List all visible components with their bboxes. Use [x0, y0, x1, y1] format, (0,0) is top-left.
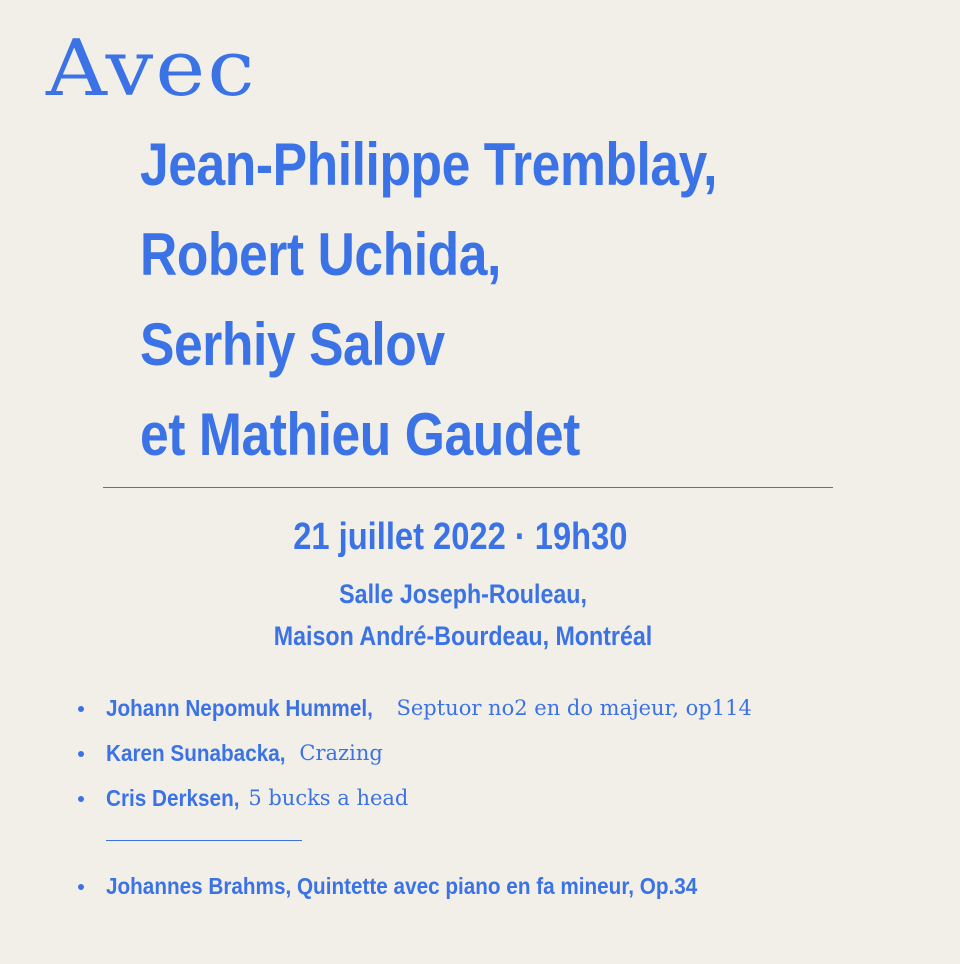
work-title: Crazing — [299, 741, 383, 765]
divider — [103, 487, 833, 488]
bullet-icon — [78, 884, 84, 890]
work-title: Septuor no2 en do majeur, op114 — [396, 696, 752, 720]
program-item — [78, 686, 752, 731]
performer-name: Jean-Philippe Tremblay, — [140, 131, 718, 198]
avec-heading: Avec — [46, 24, 257, 114]
program-divider — [106, 840, 302, 841]
performer-name: Serhiy Salov — [140, 311, 445, 378]
event-date-time-text: 21 juillet 2022 · 19h30 — [292, 516, 628, 558]
work-title: 5 bucks a head — [248, 786, 409, 810]
venue-location-text: Maison André-Bourdeau, Montréal — [273, 621, 653, 651]
event-date-time — [0, 512, 920, 562]
program-item — [78, 731, 752, 776]
composer-name: Karen Sunabacka, — [106, 740, 286, 766]
performer-name: Robert Uchida, — [140, 221, 501, 288]
performers-list — [140, 120, 811, 480]
bullet-icon — [78, 796, 84, 802]
performer-name: et Mathieu Gaudet — [140, 401, 580, 468]
program-list — [78, 686, 752, 821]
program-item — [78, 776, 752, 821]
venue-hall-text: Salle Joseph-Rouleau, — [339, 579, 587, 609]
composer-name: Cris Derksen, — [106, 785, 240, 811]
bullet-icon — [78, 751, 84, 757]
venue-location — [0, 618, 926, 654]
bullet-icon — [78, 706, 84, 712]
composer-name: Johann Nepomuk Hummel, — [106, 695, 373, 721]
finale-work: Johannes Brahms, Quintette avec piano en fa mineur, Op.34 — [106, 873, 698, 899]
venue-hall — [0, 576, 926, 612]
finale-item — [78, 864, 763, 909]
